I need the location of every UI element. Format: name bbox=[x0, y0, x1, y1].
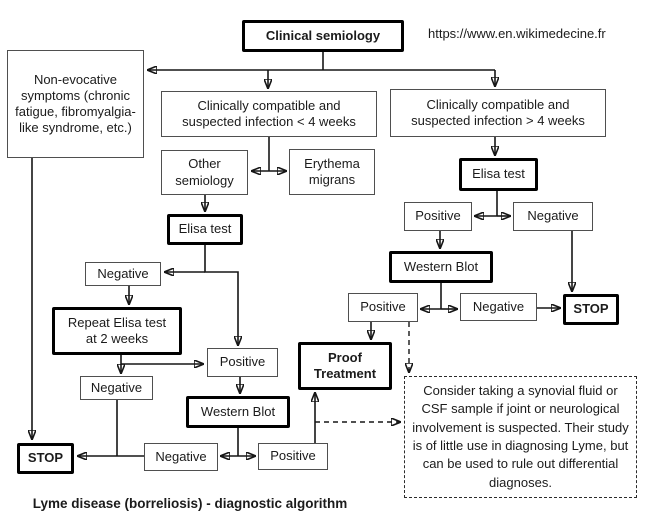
node-negative-wb-right: Negative bbox=[460, 293, 537, 321]
node-stop-right: STOP bbox=[563, 294, 619, 325]
node-elisa-test-right: Elisa test bbox=[459, 158, 538, 191]
source-url: https://www.en.wikimedecine.fr bbox=[428, 26, 606, 41]
node-non-evocative-symptoms: Non-evocative symptoms (chronic fatigue, fibromyalgia-like syndrome, etc.) bbox=[7, 50, 144, 158]
connector-elisa-left-to-positive bbox=[205, 245, 238, 345]
node-negative-repeat-elisa: Negative bbox=[80, 376, 153, 400]
node-erythema-migrans: Erythema migrans bbox=[289, 149, 375, 195]
node-compatible-lt4-weeks: Clinically compatible and suspected infection < 4 weeks bbox=[161, 91, 377, 137]
node-compatible-gt4-weeks: Clinically compatible and suspected infection > 4 weeks bbox=[390, 89, 606, 137]
node-proof-treatment: Proof Treatment bbox=[298, 342, 392, 390]
node-positive-elisa-right: Positive bbox=[404, 202, 472, 231]
node-other-semiology: Other semiology bbox=[161, 150, 248, 195]
node-western-blot-right: Western Blot bbox=[389, 251, 493, 283]
node-negative-wb-left: Negative bbox=[144, 443, 218, 471]
node-western-blot-left: Western Blot bbox=[186, 396, 290, 428]
node-negative-elisa-left: Negative bbox=[85, 262, 161, 286]
node-stop-left: STOP bbox=[17, 443, 74, 474]
node-positive-elisa-left: Positive bbox=[207, 348, 278, 377]
node-repeat-elisa-test: Repeat Elisa test at 2 weeks bbox=[52, 307, 182, 355]
node-positive-wb-right: Positive bbox=[348, 293, 418, 322]
note-synovial-fluid: Consider taking a synovial fluid or CSF sample if joint or neurological involvement is suspected. Their study is of little use in diagnosing Lyme, but can be used to rule out differential diagnoses. bbox=[404, 376, 637, 498]
node-positive-wb-left: Positive bbox=[258, 443, 328, 470]
diagram-caption: Lyme disease (borreliosis) - diagnostic algorithm bbox=[32, 496, 348, 511]
connector-repeat-to-positive bbox=[121, 355, 203, 364]
node-negative-elisa-right: Negative bbox=[513, 202, 593, 231]
node-clinical-semiology: Clinical semiology bbox=[242, 20, 404, 52]
node-elisa-test-left: Elisa test bbox=[167, 214, 243, 245]
